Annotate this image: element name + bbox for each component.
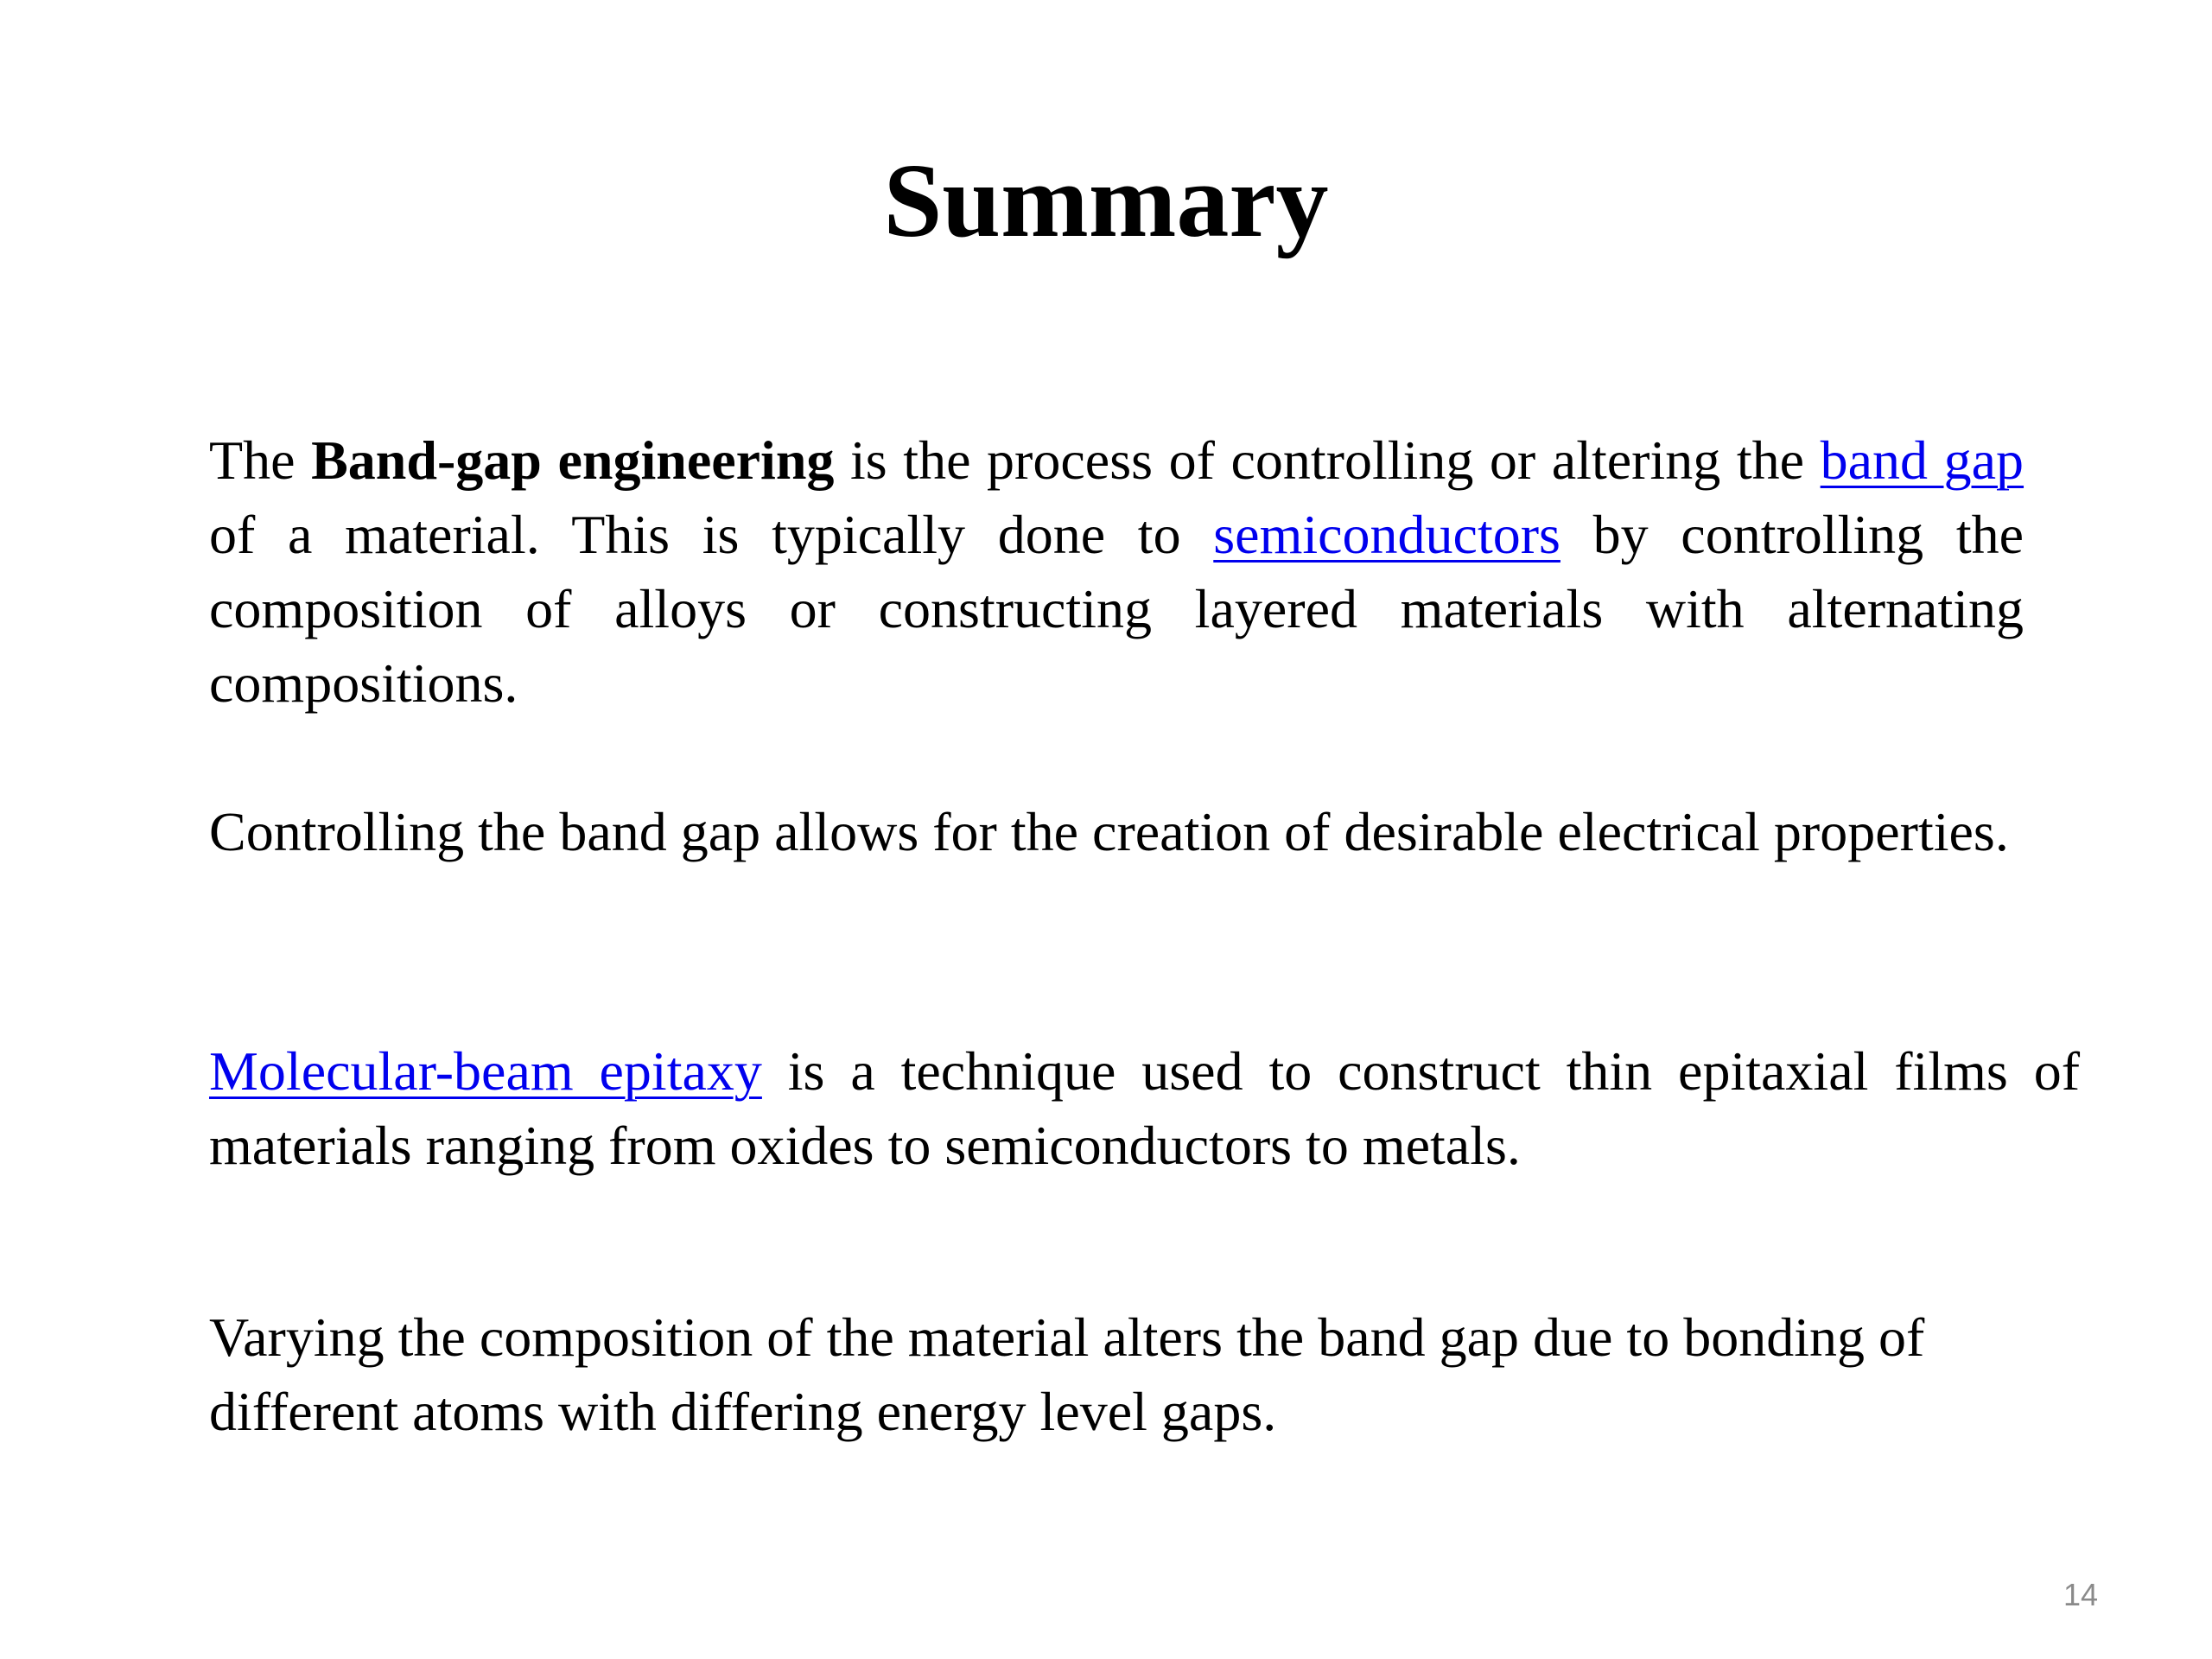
paragraph-text: The — [209, 429, 312, 491]
band-gap-link[interactable]: band gap — [1820, 429, 2024, 491]
paragraph-varying-composition: Varying the composition of the material alters the band gap due to bonding of different atoms with differing energy level gaps. — [209, 1306, 1925, 1442]
paragraph-text: by controlling the composition of alloys or constructing layered materials with alternating compositions. — [209, 504, 2024, 714]
paragraph-molecular-beam-epitaxy — [209, 1034, 2080, 1183]
paragraph-text: is a technique used to construct thin epitaxial films of materials ranging from oxides to semiconductors to metals. — [209, 1040, 2081, 1176]
paragraph-text: of a material. This is typically done to — [209, 504, 1214, 565]
slide-title: Summary — [883, 143, 1329, 259]
paragraph-text: is the process of controlling or altering the — [834, 429, 1821, 491]
page-number: 14 — [2063, 1577, 2098, 1612]
bold-term-band-gap-engineering: Band-gap engineering — [311, 429, 835, 491]
molecular-beam-epitaxy-link[interactable]: Molecular-beam epitaxy — [209, 1040, 762, 1102]
semiconductors-link[interactable]: semiconductors — [1213, 504, 1560, 565]
paragraph-controlling-band-gap: Controlling the band gap allows for the creation of desirable electrical properties. — [209, 801, 2009, 862]
paragraph-band-gap-engineering — [209, 423, 2024, 721]
